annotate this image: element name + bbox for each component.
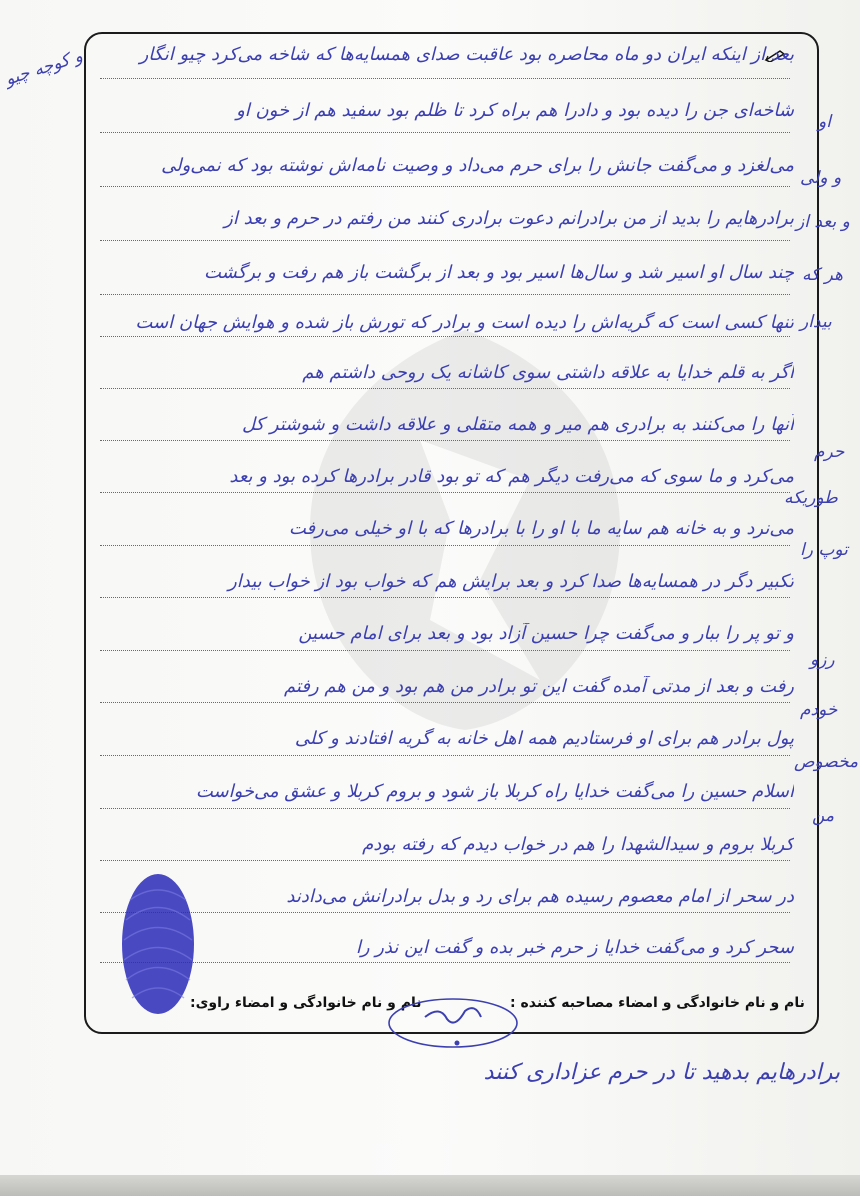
margin-note: و بعد از [796, 212, 850, 232]
ruled-line [100, 755, 790, 756]
handwritten-line: اگر به قلم خدایا به علاقه داشتی سوی کاشانه یک روحی داشتم هم [302, 362, 794, 383]
ruled-line [100, 440, 790, 441]
ruled-line [100, 962, 790, 963]
handwritten-line: می‌نرد و به خانه هم سایه ما با او را با برادرها که با او خیلی می‌رفت [288, 518, 794, 539]
margin-note: او [818, 112, 831, 132]
handwritten-line: آنها را می‌کنند به برادری هم میر و همه متقلی و علاقه داشت و شوشتر کل [241, 414, 794, 435]
ruled-line [100, 860, 790, 861]
ruled-line [100, 388, 790, 389]
ruled-line [100, 492, 790, 493]
margin-note: حرم [814, 442, 845, 462]
handwritten-line: می‌کرد و ما سوی که می‌رفت دیگر هم که تو بود قادر برادرها کرده بود و بعد [229, 466, 794, 487]
fingerprint-mark [118, 870, 198, 1018]
margin-note: بیدار [800, 312, 832, 332]
ruled-line [100, 702, 790, 703]
margin-note: هر که [802, 265, 843, 285]
ruled-line [100, 240, 790, 241]
bottom-handwritten-note: برادرهایم بدهید تا در حرم عزاداری کنند [483, 1060, 840, 1085]
ruled-line [100, 650, 790, 651]
handwritten-line: رفت و بعد از مدتی آمده گفت این تو برادر من هم بود و من هم رفتم [283, 676, 794, 697]
ruled-line [100, 294, 790, 295]
handwritten-line: تکبیر دگر در همسایه‌ها صدا کرد و بعد برایش هم که خواب بود از خواب بیدار [228, 571, 794, 592]
ruled-line [100, 78, 790, 79]
ruled-line [100, 597, 790, 598]
handwritten-line: تنها کسی است که گریه‌اش را دیده است و برادر که تورش باز شده و هوایش جهان است [135, 312, 794, 333]
ruled-line [100, 912, 790, 913]
signature [385, 985, 520, 1055]
handwritten-line: و تو پر را ببار و می‌گفت چرا حسین آزاد بود و بعد برای امام حسین [298, 623, 794, 644]
ruled-line [100, 808, 790, 809]
page-bottom-edge [0, 1175, 860, 1196]
handwritten-line: شاخه‌ای جن را دیده بود و دادرا هم براه کرد تا ظلم بود سفید هم از خون او [236, 100, 794, 121]
margin-note: مخصوص [794, 752, 859, 772]
margin-note: من [812, 806, 835, 826]
margin-note: و کوچه چیو [2, 46, 86, 90]
margin-note: توپ را [800, 540, 848, 560]
handwritten-line: کربلا بروم و سیدالشهدا را هم در خواب دیدم که رفته بودم [362, 834, 794, 855]
handwritten-line: سحر کرد و می‌گفت خدایا ز حرم خبر بده و گفت این نذر را [355, 937, 794, 958]
ruled-line [100, 336, 790, 337]
ruled-line [100, 545, 790, 546]
interviewer-label: نام و نام خانوادگی و امضاء مصاحبه کننده : [510, 995, 805, 1011]
margin-note: و ولی [800, 168, 842, 188]
handwritten-line: در سحر از امام معصوم رسیده هم برای رد و بدل برادرانش می‌دادند [286, 886, 794, 907]
handwritten-line: برادرهایم را بدید از من برادرانم دعوت برادری کنند من رفتم در حرم و بعد از [224, 208, 794, 229]
margin-note: خودم [800, 700, 838, 720]
narrator-label: نام و نام خانوادگی و امضاء راوی: [190, 995, 422, 1011]
handwritten-line: پول برادر هم برای او فرستادیم همه اهل خانه به گریه افتادند و کلی [294, 728, 794, 749]
handwritten-line: می‌لغزد و می‌گفت جانش را برای حرم می‌داد و وصیت نامه‌اش نوشته بود که نمی‌ولی [161, 155, 794, 176]
handwritten-line: بعد از اینکه ایران دو ماه محاصره بود عاقبت صدای همسایه‌ها که شاخه می‌کرد چیو انگار [139, 44, 794, 65]
handwritten-line: اسلام حسین را می‌گفت خدایا راه کربلا باز شود و بروم کربلا و عشق می‌خواست [195, 781, 794, 802]
margin-note: رزو [810, 650, 835, 670]
ruled-line [100, 186, 790, 187]
margin-note: طوریکه [784, 488, 838, 508]
ruled-line [100, 132, 790, 133]
handwritten-line: چند سال او اسیر شد و سال‌ها اسیر بود و بعد از برگشت باز هم رفت و برگشت [203, 262, 794, 283]
